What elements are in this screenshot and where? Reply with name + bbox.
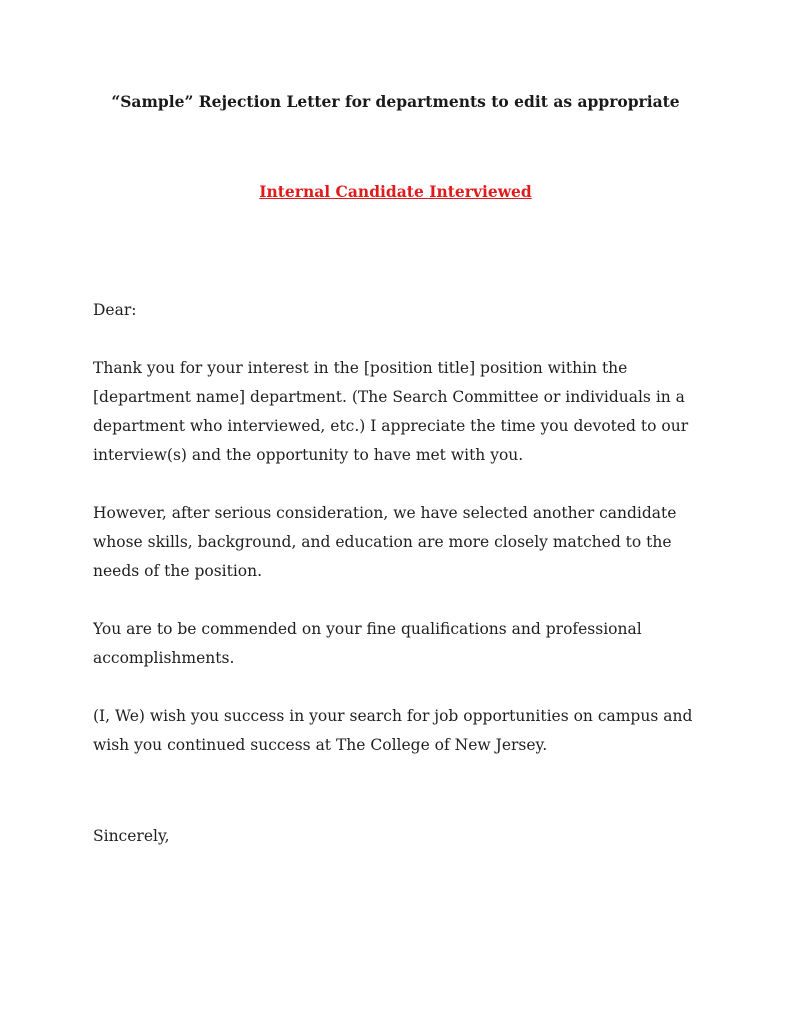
salutation: Dear:	[93, 301, 137, 319]
paragraph-commended: You are to be commended on your fine qualifications and professional accomplishments.	[93, 620, 642, 667]
paragraph-selected-another-candidate: However, after serious consideration, we have selected another candidate whose skills, background, and education are more closely matched to the needs of the position.	[93, 504, 677, 580]
paragraph-wish-success: (I, We) wish you success in your search for job opportunities on campus and wish you continued success at The College of New Jersey.	[93, 707, 693, 754]
document-heading: Internal Candidate Interviewed	[259, 182, 532, 201]
paragraph-thank-you: Thank you for your interest in the [position title] position within the [department name] department. (The Search Committee or individuals in a department who interviewed, etc.) I appreciate the time you devoted to our interview(s) and the opportunity to have met with you.	[93, 359, 689, 464]
document-title: “Sample” Rejection Letter for departments to edit as appropriate	[111, 92, 680, 111]
closing: Sincerely,	[93, 827, 170, 845]
